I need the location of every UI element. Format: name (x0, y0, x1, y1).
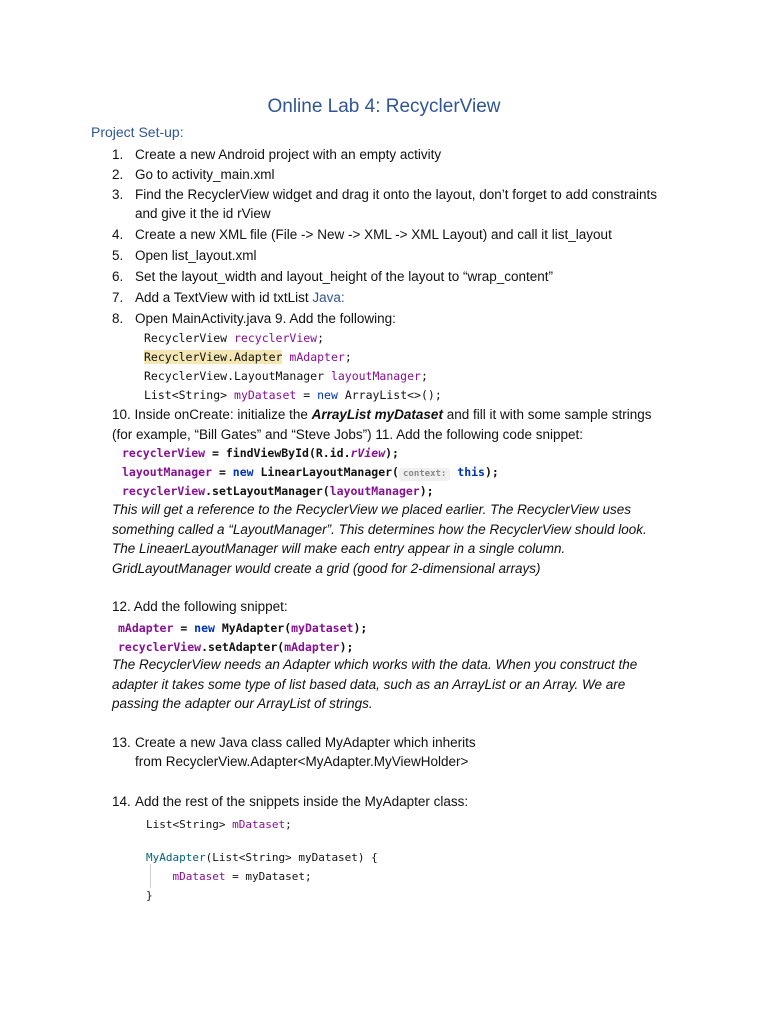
list-text: Create a new Android project with an empty activity (135, 147, 442, 162)
list-text: Open MainActivity.java 9. Add the following: (135, 311, 396, 326)
note-adapter: The RecyclerView needs an Adapter which works with the data. When you construct the adapter it takes some type of list based data, such as an ArrayList or an Array. We are passing the adapter our ArrayList of strings. (112, 657, 638, 711)
list-text: Set the layout_width and layout_height of the layout to “wrap_content” (135, 269, 554, 284)
code-block-myadapter-field: List<String> mDataset; (146, 818, 292, 831)
list-number: 2. (112, 167, 124, 182)
list-number: 3. (112, 187, 124, 202)
section-heading: Project Set-up: (91, 124, 184, 140)
list-number: 14. (112, 794, 131, 809)
list-text: Create a new Java class called MyAdapter which inherits from RecyclerView.Adapter<MyAdapter.MyViewHolder> (135, 735, 476, 769)
list-text (135, 288, 675, 307)
list-text-main: Add a TextView with id txtList (135, 290, 309, 305)
list-number: 7. (112, 290, 124, 305)
code-block-constructor: MyAdapter(List<String> myDataset) { mDataset = myDataset; } (146, 851, 378, 902)
code-block-oncreate: recyclerView = findViewById(R.id.rView); layoutManager = new LinearLayoutManager( context: this); recyclerView.setLayoutManager(layoutManager); (122, 446, 499, 498)
list-text: Go to activity_main.xml (135, 167, 275, 182)
list-text: Add the rest of the snippets inside the MyAdapter class: (135, 794, 469, 809)
note-layout-manager: This will get a reference to the RecyclerView we placed earlier. The RecyclerView uses something called a “LayoutManager”. This determines how the RecyclerView should look. The LineaerLayoutManager will make each entry appear in a single column. GridLayoutManager would create a grid (good for 2-dimensional arrays) (112, 502, 647, 576)
step-10-paragraph: 10. Inside onCreate: initialize the ArrayList myDataset and fill it with some sample strings (for example, “Bill Gates” and “Steve Jobs”) 11. Add the following code snippet: (112, 407, 652, 442)
list-text: Create a new XML file (File -> New -> XML -> XML Layout) and call it list_layout (135, 227, 612, 242)
list-text: Open list_layout.xml (135, 248, 257, 263)
list-number: 4. (112, 227, 124, 242)
list-number: 5. (112, 248, 124, 263)
step-12-heading: 12. Add the following snippet: (112, 599, 288, 614)
list-text: Find the RecyclerView widget and drag it onto the layout, don’t forget to add constraints and give it the id rView (135, 187, 658, 221)
java-label: Java: (312, 290, 345, 305)
page-title: Online Lab 4: RecyclerView (267, 96, 501, 117)
list-number: 13. (112, 735, 131, 750)
param-hint: context: (399, 468, 450, 481)
indent-guide (150, 864, 151, 888)
list-number: 6. (112, 269, 124, 284)
code-block-fields: RecyclerView recyclerView; RecyclerView.Adapter mAdapter; RecyclerView.LayoutManager layoutManager; List<String> myDataset = new ArrayList<>(); (144, 331, 442, 402)
code-block-adapter: mAdapter = new MyAdapter(myDataset); recyclerView.setAdapter(mAdapter); (118, 621, 368, 654)
list-number: 1. (112, 147, 124, 162)
list-number: 8. (112, 311, 124, 326)
